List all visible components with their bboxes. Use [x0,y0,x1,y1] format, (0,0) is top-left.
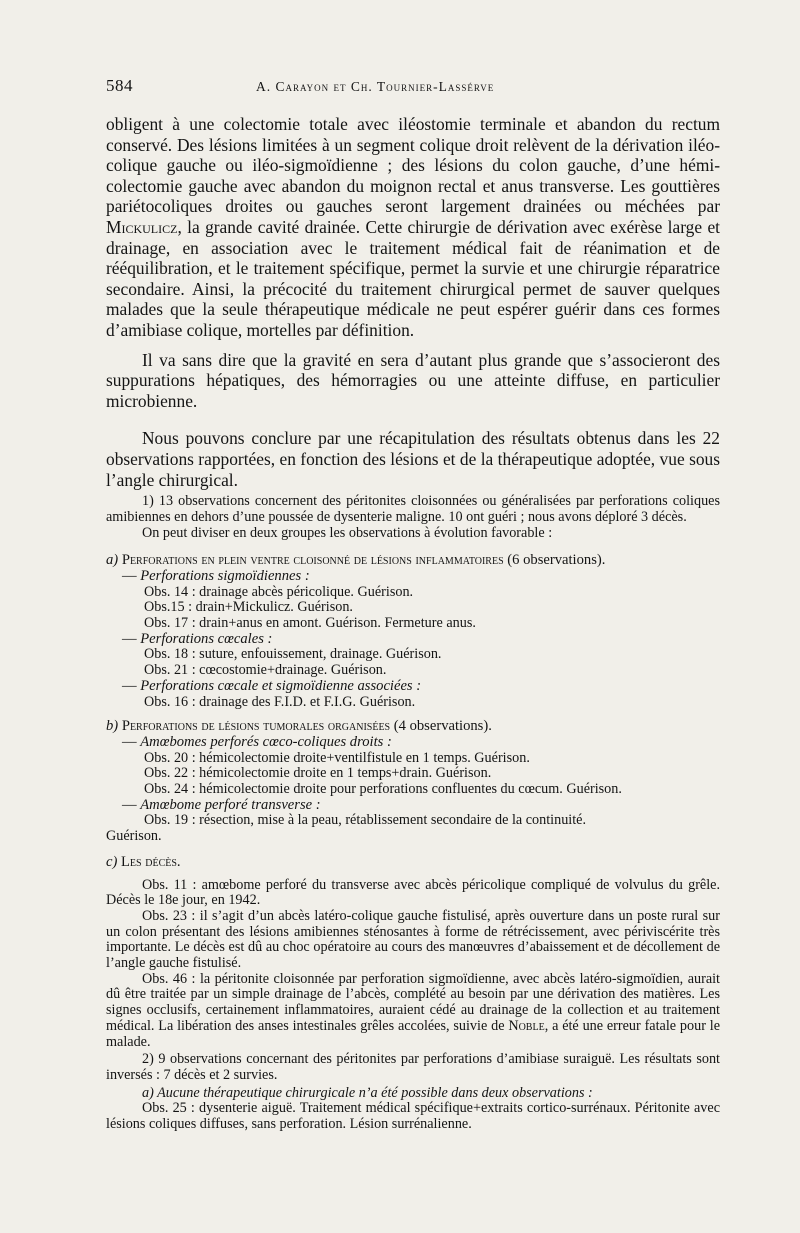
obs-line: Obs. 21 : cœcostomie+drainage. Guérison. [144,662,387,679]
page-number: 584 [106,76,133,95]
obs-line: Obs. 20 : hémicolectomie droite+ventilfistule en 1 temps. Guérison. [144,749,530,766]
obs-line: Obs.15 : drain+Mickulicz. Guérison. [144,599,353,616]
paragraph-intro-3: Nous pouvons conclure par une récapitulation des résultats obtenus dans les 22 observations rapportées, en fonction des lésions et de la thérapeutique adoptée, vue sous l’angle chirurgical. [106,428,720,490]
group-a-subheading-2: — Perforations cœcales : [122,630,273,647]
obs-line: Obs. 19 : résection, mise à la peau, rétablissement secondaire de la continuité. [144,812,587,829]
page [106,76,720,1133]
section2-intro: 2) 9 observations concernant des péritonites par perforations d’amibiase suraiguë. Les résultats sont inversés : 7 décès et 2 survies. [106,1051,720,1083]
obs-line-continued: Guérison. [106,828,162,845]
author-name: Mickulicz [106,216,178,237]
obs-46: Obs. 46 : la péritonite cloisonnée par perforation sigmoïdienne, avec abcès latéro-sigmoïdien, aurait dû être traitée par un simple drainage de l’abcès, complété au besoin par une dérivation des matières. Les signes occlusifs, certainement inflammatoires, auraient cédé au drainage de la collection et au traitement médical. La libération des anses intestinales grêles accolées, suivie de Noble, a été une erreur fatale pour le malade. [106,970,720,1050]
obs-line: Obs. 18 : suture, enfouissement, drainage. Guérison. [144,646,442,663]
obs-line: Obs. 16 : drainage des F.I.D. et F.I.G. Guérison. [144,693,416,710]
group-a-subheading-1: — Perforations sigmoïdiennes : [122,567,310,584]
obs-line: Obs. 24 : hémicolectomie droite pour perforations confluentes du cœcum. Guérison. [144,781,622,798]
obs-25: Obs. 25 : dysenterie aiguë. Traitement médical spécifique+extraits cortico-surrénaux. Péritonite avec lésions coliques diffuses, sans perforation. Lésion surrénalienne. [106,1100,720,1133]
section1-intro: 1) 13 observations concernent des péritonites cloisonnées ou généralisées par perforations coliques amibiennes en dehors d’une poussée de dysenterie maligne. 10 ont guéri ; nous avons déploré 3 décès. [106,493,720,525]
obs-11: Obs. 11 : amœbome perforé du transverse avec abcès péricolique compliqué de volvulus du grêle. Décès le 18e jour, en 1942. [106,876,720,909]
obs-line: Obs. 17 : drain+anus en amont. Guérison. Fermeture anus. [144,615,476,632]
obs-23: Obs. 23 : il s’agit d’un abcès latéro-colique gauche fistulisé, après ouverture dans un poste rural sur un colon présentant des lésions amibiennes sténosantes à forme de rétrécissement, avec périviscérite très importante. Le décès est dû au choc opératoire au cours des manœuvres d’abaissement et de décollement de l’angle gauche fistulisé. [106,907,720,972]
group-a-heading: a) Perforations en plein ventre cloisonné de lésions inflammatoires (6 observations). [106,552,606,569]
obs-line: Obs. 14 : drainage abcès péricolique. Guérison. [144,583,414,600]
paragraph-intro-2: Il va sans dire que la gravité en sera d’autant plus grande que s’associeront des suppurations hépatiques, des hémorragies ou une atteinte diffuse, en particulier microbienne. [106,349,720,411]
paragraph-intro-1: obligent à une colectomie totale avec iléostomie terminale et abandon du rectum conservé. Des lésions limitées à un segment colique droit relèvent de la dérivation iléo-colique gauche ou iléo-sigmoïdienne ; des lésions du colon gauche, d’une hémi-colectomie gauche avec abandon du moignon rectal et anus transverse. Les gouttières pariétocoliques droites ou gauches seront largement drainées ou méchées par Mickulicz, la grande cavité drainée. Cette chirurgie de dérivation avec exérèse large et drainage, en association avec le traitement médical fait de réanimation et de rééquilibration, et le traitement spécifique, permet la survie et une chirurgie réparatrice secondaire. Ainsi, la précocité du traitement chirurgical permet de sauver quelques malades que la seule thérapeutique médicale ne peut espérer guérir dans ces formes d’amibiase colique, mortelles par définition. [106,114,720,340]
group-a-subheading-3: — Perforations cœcale et sigmoïdienne associées : [122,677,422,694]
obs-line: Obs. 22 : hémicolectomie droite en 1 temps+drain. Guérison. [144,765,492,782]
group-b-subheading-1: — Amœbomes perforés cœco-coliques droits : [122,733,392,750]
group-b-subheading-2: — Amœbome perforé transverse : [122,796,321,813]
author-name: Noble [508,1017,545,1034]
page-header [106,76,720,98]
group-b-heading: b) Perforations de lésions tumorales organisées (4 observations). [106,718,492,735]
running-head: A. Carayon et Ch. Tournier-Lassérve [256,79,495,94]
section2-subheading: a) Aucune thérapeutique chirurgicale n’a été possible dans deux observations : [142,1084,593,1101]
group-c-heading: c) Les décès. [106,853,181,870]
section1-divide: On peut diviser en deux groupes les observations à évolution favorable : [142,524,553,541]
